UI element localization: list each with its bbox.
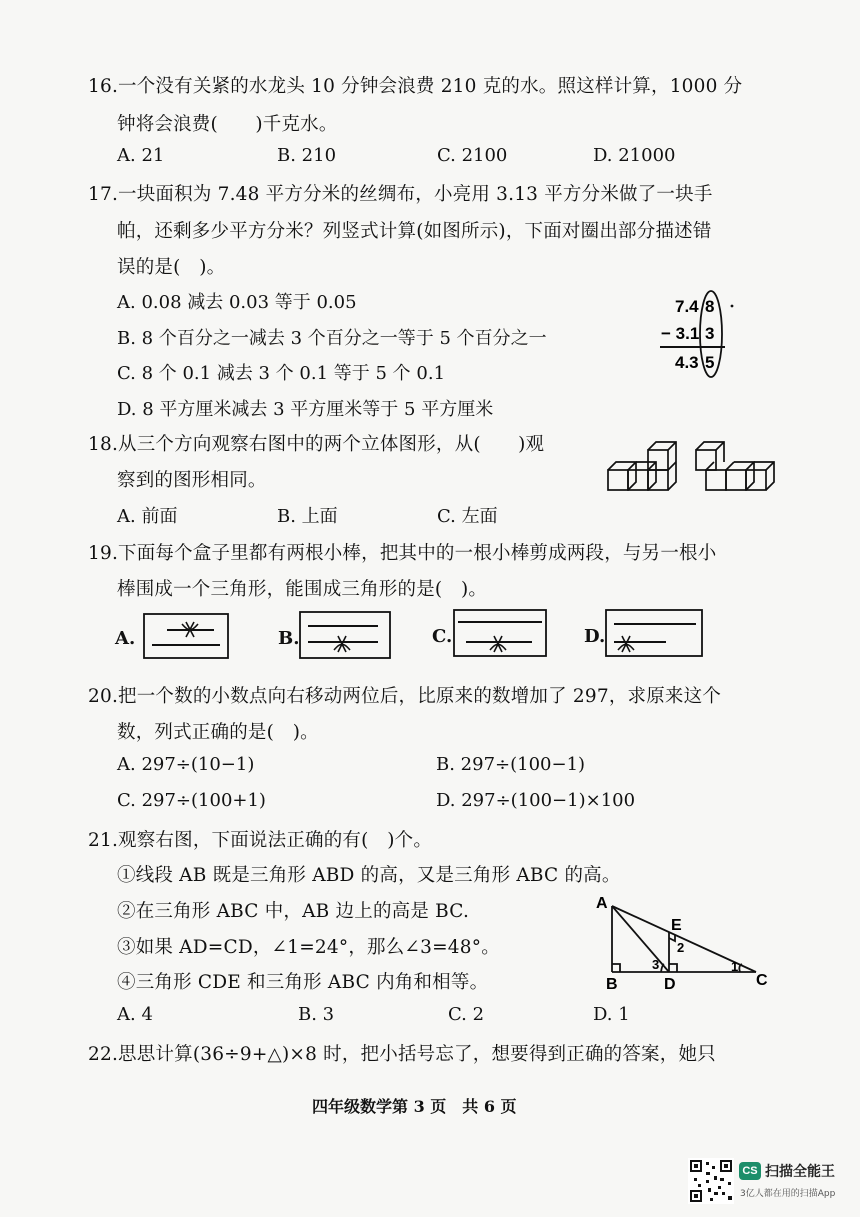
page-footer: 四年级数学第 3 页 共 6 页	[312, 1097, 517, 1116]
circled-digit-8: 8	[705, 297, 715, 316]
q16-line-1: 16.一个没有关紧的水龙头 10 分钟会浪费 210 克的水。照这样计算，1000 分	[88, 76, 743, 97]
subtraction-difference: 4.3	[675, 353, 699, 372]
angle-label-3: 3	[652, 957, 660, 972]
scissors-mark-icon	[334, 636, 350, 652]
q16-line-2: 钟将会浪费( )千克水。	[117, 114, 338, 135]
triangle-geometry-figure	[592, 892, 772, 992]
q18-option-b: B. 上面	[277, 506, 338, 527]
q19-line-1: 19.下面每个盒子里都有两根小棒，把其中的一根小棒剪成两段，与另一根小	[88, 543, 717, 564]
point-label-a: A	[596, 895, 608, 912]
subtraction-minuend: 7.4	[675, 297, 699, 316]
q21-statement-1: ①线段 AB 既是三角形 ABD 的高，又是三角形 ABC 的高。	[117, 865, 621, 886]
q17-line-2: 帕，还剩多少平方分米？列竖式计算(如图所示)，下面对圈出部分描述错	[117, 221, 712, 242]
q19-box-c	[452, 608, 550, 660]
q21-statement-3: ③如果 AD=CD，∠1=24°，那么∠3=48°。	[117, 937, 500, 958]
q21-statement-4: ④三角形 CDE 和三角形 ABC 内角和相等。	[117, 972, 489, 993]
q17-option-c: C. 8 个 0.1 减去 3 个 0.1 等于 5 个 0.1	[117, 363, 446, 384]
q18-option-c: C. 左面	[437, 506, 498, 527]
q19-box-b	[298, 610, 394, 662]
q16-option-c: C. 2100	[437, 145, 508, 166]
q16-option-d: D. 21000	[593, 145, 676, 166]
q17-line-1: 17.一块面积为 7.48 平方分米的丝绸布，小亮用 3.13 平方分米做了一块手	[88, 184, 713, 205]
q17-option-d: D. 8 平方厘米减去 3 平方厘米等于 5 平方厘米	[117, 399, 494, 420]
q19-box-d	[604, 608, 706, 660]
q20-option-d: D. 297÷(100−1)×100	[436, 790, 636, 811]
q21-option-c: C. 2	[448, 1004, 485, 1025]
q16-option-b: B. 210	[277, 145, 337, 166]
q19-option-c: C.	[432, 626, 453, 647]
q21-option-a: A. 4	[117, 1004, 153, 1025]
vertical-subtraction-figure	[640, 286, 760, 386]
circled-digit-3: 3	[705, 324, 715, 343]
watermark-brand: 扫描全能王	[765, 1164, 835, 1180]
scissors-mark-icon	[490, 636, 506, 652]
q17-line-3: 误的是( )。	[117, 257, 226, 278]
q21-option-b: B. 3	[298, 1004, 335, 1025]
qr-code-icon	[688, 1158, 734, 1204]
q22-line-1: 22.思思计算(36÷9+△)×8 时，把小括号忘了，想要得到正确的答案，她只	[88, 1044, 716, 1065]
q19-line-2: 棒围成一个三角形，能围成三角形的是( )。	[117, 579, 488, 600]
scissors-mark-icon	[618, 636, 634, 652]
q19-option-d: D.	[584, 626, 606, 647]
angle-label-1: 1	[731, 959, 739, 974]
camscanner-logo: CS	[739, 1162, 761, 1180]
q21-line-1: 21.观察右图，下面说法正确的有( )个。	[88, 830, 433, 851]
q20-line-2: 数，列式正确的是( )。	[117, 722, 319, 743]
cube-shape-left	[608, 442, 676, 490]
q17-option-a: A. 0.08 减去 0.03 等于 0.05	[117, 292, 357, 313]
q19-option-b: B.	[278, 628, 300, 649]
q17-option-b: B. 8 个百分之一减去 3 个百分之一等于 5 个百分之一	[117, 328, 547, 349]
circled-digit-5: 5	[705, 353, 715, 372]
point-label-b: B	[606, 976, 618, 992]
q18-line-1: 18.从三个方向观察右图中的两个立体图形，从( )观	[88, 434, 545, 455]
angle-label-2: 2	[677, 940, 685, 955]
q19-option-a: A.	[115, 628, 136, 649]
point-label-c: C	[756, 972, 768, 989]
cube-stack-figures	[600, 436, 775, 498]
q18-line-2: 察到的图形相同。	[117, 470, 267, 491]
point-label-d: D	[664, 976, 676, 992]
q20-option-c: C. 297÷(100+1)	[117, 790, 266, 811]
watermark-tagline: 3亿人都在用的扫描App	[740, 1189, 836, 1199]
q19-box-a	[142, 612, 232, 662]
q20-option-b: B. 297÷(100−1)	[436, 754, 586, 775]
q20-option-a: A. 297÷(10−1)	[117, 754, 255, 775]
subtraction-subtrahend: − 3.1	[661, 324, 700, 343]
q21-statement-2: ②在三角形 ABC 中，AB 边上的高是 BC.	[117, 901, 470, 922]
point-label-e: E	[671, 917, 682, 934]
q21-option-d: D. 1	[593, 1004, 630, 1025]
cube-shape-right	[696, 442, 774, 490]
q18-option-a: A. 前面	[117, 506, 178, 527]
q20-line-1: 20.把一个数的小数点向右移动两位后，比原来的数增加了 297，求原来这个	[88, 686, 722, 707]
q16-option-a: A. 21	[117, 145, 165, 166]
